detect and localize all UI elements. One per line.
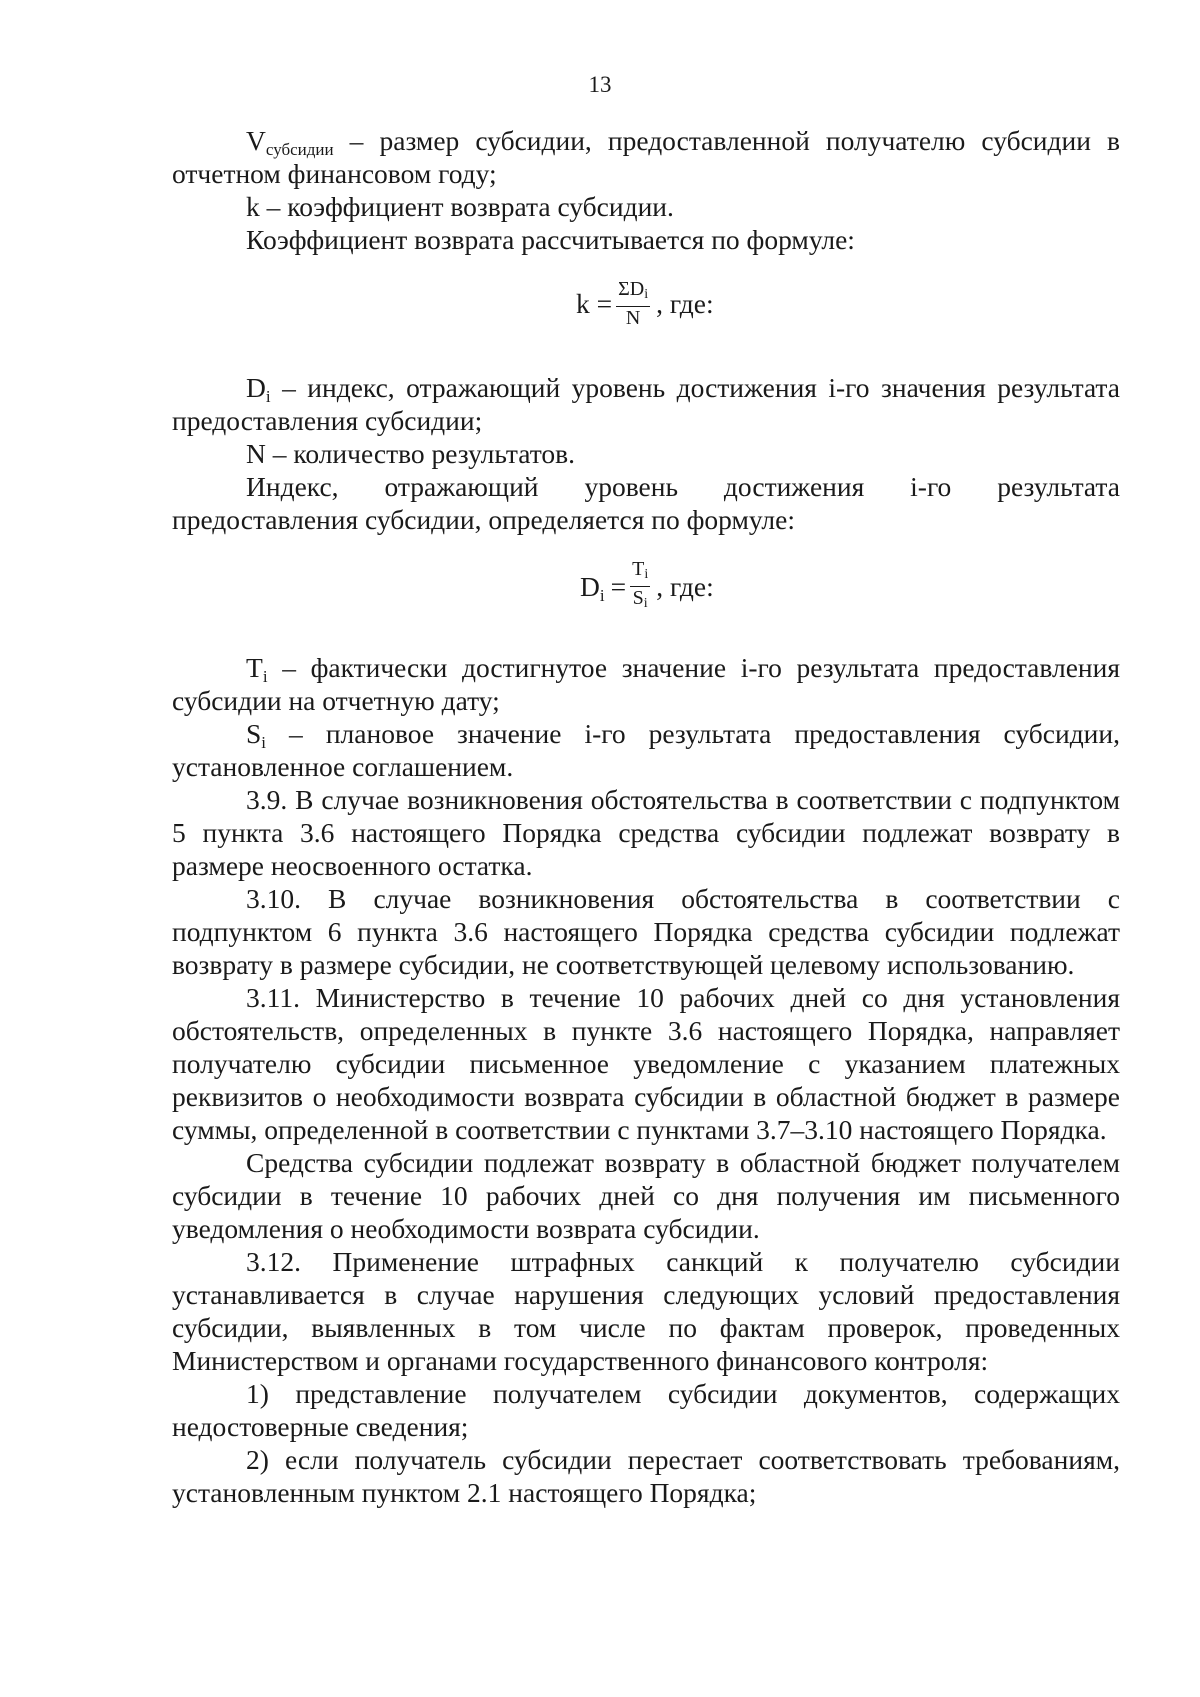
paragraph-index-line2: предоставления субсидии, определяется по формуле: bbox=[172, 504, 796, 535]
page-number: 13 bbox=[588, 72, 612, 97]
formula-d-lhs-sub: i bbox=[599, 586, 605, 605]
paragraph-return-funds: Средства субсидии подлежат возврату в областной бюджет получателем субсидии в течение 10 рабочих дней со дня получения им письменного уведомления о необходимости возврата субсидии. bbox=[172, 1147, 1120, 1244]
symbol-s: S bbox=[246, 718, 262, 749]
paragraph-3-9: 3.9. В случае возникновения обстоятельства в соответствии с подпунктом 5 пункта 3.6 настоящего Порядка средства субсидии подлежат возврату в размере неосвоенного остатка. bbox=[172, 784, 1120, 881]
symbol-t-subscript: i bbox=[262, 667, 268, 686]
paragraph-v-subsidy bbox=[172, 124, 1120, 190]
symbol-d: D bbox=[246, 372, 266, 403]
paragraph-3-11: 3.11. Министерство в течение 10 рабочих дней со дня установления обстоятельств, определенных в пункте 3.6 настоящего Порядка, направляет получателю субсидии письменное уведомление с указанием платежных реквизитов о необходимости возврата субсидии в областной бюджет в размере суммы, определенной в соответствии с пунктами 3.7–3.10 настоящего Порядка. bbox=[172, 982, 1120, 1145]
formula-d-denominator-sub: i bbox=[643, 596, 648, 611]
symbol-t: T bbox=[246, 652, 263, 683]
formula-d-denominator bbox=[631, 587, 650, 615]
symbol-v: V bbox=[246, 125, 266, 156]
formula-k-denominator: N bbox=[625, 307, 641, 329]
formula-d-eq: = bbox=[610, 571, 627, 602]
formula-d-numerator-text: T bbox=[632, 558, 645, 580]
formula-d-lhs-text: D bbox=[580, 571, 600, 602]
formula-d-lhs bbox=[580, 570, 605, 603]
paragraph-s-definition bbox=[172, 717, 1120, 783]
formula-k-tail: , где: bbox=[656, 288, 714, 319]
formula-d-numerator-sub: i bbox=[644, 567, 649, 582]
formula-d-numerator bbox=[630, 558, 650, 587]
symbol-d-subscript: i bbox=[265, 387, 271, 406]
paragraph-t-text: – фактически достигнутое значение i-го результата предоставления субсидии на отчетную дату; bbox=[172, 652, 1120, 716]
list-item-2: 2) если получатель субсидии перестает соответствовать требованиям, установленным пунктом 2.1 настоящего Порядка; bbox=[172, 1444, 1120, 1508]
paragraph-t-definition bbox=[172, 651, 1120, 717]
formula-d-fraction bbox=[630, 558, 650, 615]
symbol-v-subscript: субсидии bbox=[265, 140, 334, 159]
formula-k-expression bbox=[576, 278, 714, 329]
formula-k-numerator bbox=[616, 278, 650, 307]
paragraph-d-definition bbox=[172, 371, 1120, 437]
formula-d-denominator-text: S bbox=[632, 587, 644, 609]
document-body bbox=[172, 124, 1120, 1509]
formula-k-lhs: k = bbox=[576, 288, 613, 319]
paragraph-k-formula-intro: Коэффициент возврата рассчитывается по формуле: bbox=[246, 224, 855, 255]
paragraph-s-text: – плановое значение i-го результата предоставления субсидии, установленное соглашением. bbox=[172, 718, 1120, 782]
paragraph-n-definition: N – количество результатов. bbox=[246, 438, 575, 469]
paragraph-k-definition: k – коэффициент возврата субсидии. bbox=[246, 191, 674, 222]
formula-k-numerator-sub: i bbox=[644, 287, 649, 302]
formula-d bbox=[172, 536, 1120, 651]
paragraph-v-text: – размер субсидии, предоставленной получателю субсидии в отчетном финансовом году; bbox=[172, 125, 1120, 189]
formula-d-tail: , где: bbox=[656, 571, 714, 602]
paragraph-d-text: – индекс, отражающий уровень достижения i-го значения результата предоставления субсидии; bbox=[172, 372, 1120, 436]
list-item-1: 1) представление получателем субсидии документов, содержащих недостоверные сведения; bbox=[172, 1378, 1120, 1442]
paragraph-index-line1: Индекс, отражающий уровень достижения i-го результата bbox=[246, 471, 1120, 502]
paragraph-3-12: 3.12. Применение штрафных санкций к получателю субсидии устанавливается в случае нарушения следующих условий предоставления субсидии, выявленных в том числе по фактам проверок, проведенных Министерством и органами государственного финансового контроля: bbox=[172, 1246, 1120, 1376]
formula-k bbox=[172, 256, 1120, 371]
symbol-s-subscript: i bbox=[261, 733, 267, 752]
formula-d-expression bbox=[580, 558, 714, 615]
formula-k-numerator-text: ΣD bbox=[618, 278, 645, 300]
formula-k-fraction bbox=[616, 278, 650, 329]
paragraph-3-10: 3.10. В случае возникновения обстоятельства в соответствии с подпунктом 6 пункта 3.6 настоящего Порядка средства субсидии подлежат возврату в размере субсидии, не соответствующей целевому использованию. bbox=[172, 883, 1120, 980]
